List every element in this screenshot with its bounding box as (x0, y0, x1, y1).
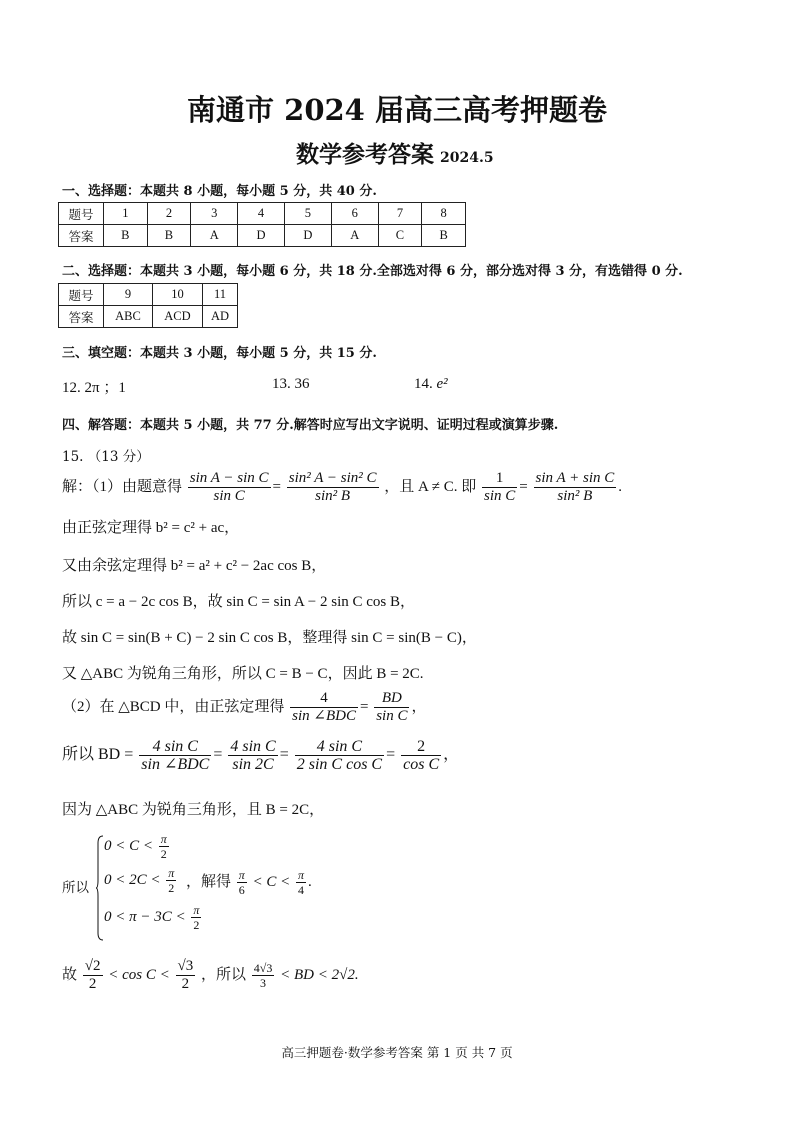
section2-heading: 二、选择题：本题共 3 小题，每小题 6 分，共 18 分.全部选对得 6 分，部分选对得 3 分，有选错得 0 分. (62, 264, 683, 279)
fraction (290, 690, 358, 725)
denominator: 2 sin C cos C (296, 756, 383, 773)
question-15-label: 15. （13 分） (62, 449, 150, 465)
denominator: 4 (298, 883, 305, 897)
numerator: 4 (290, 690, 358, 708)
table-cell: 1 (104, 203, 148, 225)
section1-heading: 一、选择题：本题共 8 小题，每小题 5 分，共 40 分. (62, 184, 377, 199)
fraction (287, 470, 379, 505)
table-cell: A (331, 225, 378, 247)
fraction (237, 868, 247, 897)
system-prefix: 所以 (62, 880, 89, 896)
row-label: 答案 (59, 306, 104, 328)
denominator: sin ∠BDC (292, 708, 356, 724)
numerator: 1 (482, 470, 517, 488)
solution-line-3: 又由余弦定理得 b² = a² + c² − 2ac cos B， (62, 558, 327, 574)
text: 解：（1）由题意得 (62, 478, 183, 495)
numerator: 4 sin C (139, 738, 211, 756)
solution-line-1: 解：（1）由题意得 $\frac{\text{sin A − sin C}}{\text{sin C}}$ = $\frac{\text{sin² A − sin² C}}{\text{sin² B}}$ ，且 A ≠ C. 即 $\frac{1}{\text{sin C}}$ = $\frac{\text{sin A + sin C}}{\text{sin² B}}$ . (62, 470, 623, 504)
fraction (374, 690, 409, 725)
denominator: sin² B (315, 488, 351, 504)
numerator: 4 sin C (230, 738, 276, 755)
fraction (188, 470, 271, 505)
table-cell: B (104, 225, 148, 247)
denominator: sin C (376, 708, 408, 724)
fraction (482, 470, 517, 505)
table-cell: 10 (152, 284, 202, 306)
denominator: 2 (193, 918, 200, 932)
numerator: 2 (401, 738, 441, 756)
subtitle-text: 数学参考答案 (296, 141, 434, 168)
left-brace-icon (96, 835, 104, 941)
numerator: π (160, 832, 167, 846)
text: < cos C < (108, 966, 170, 983)
denominator: 2 (160, 847, 167, 861)
table-cell: ACD (152, 306, 202, 328)
denominator: 2 (168, 881, 175, 895)
table-cell: 3 (191, 203, 238, 225)
table-row (59, 306, 238, 328)
text: ，所以 (200, 966, 246, 983)
fraction (166, 866, 176, 895)
numerator: √3 (177, 958, 194, 974)
answer-14-label: 14. (414, 376, 433, 392)
table-cell: 8 (422, 203, 466, 225)
fraction (176, 958, 196, 993)
solution-line-8: 所以 BD = $\frac{\text{4 sin C}}{\text{sin ∠BDC}}$ = $\frac{\text{4 sin C}}{\sin 2C}$ = $\frac{\text{4 sin C}}{\text{2 sin C cos C}}$ = $\frac{2}{\text{cos C}}$ ， (62, 738, 460, 773)
table-cell: A (191, 225, 238, 247)
text: 故 (62, 966, 78, 983)
table-cell: 6 (331, 203, 378, 225)
table-cell: 7 (378, 203, 422, 225)
table-row (59, 203, 466, 225)
solution-line-9: 因为 △ABC 为锐角三角形，且 B = 2C， (62, 802, 325, 818)
section1-table (58, 202, 466, 247)
numerator: π (193, 903, 200, 917)
table-row (59, 284, 238, 306)
text: 0 < 2C < (104, 871, 161, 888)
fraction (83, 958, 103, 993)
text: ，解得 (186, 873, 232, 890)
answer-14 (414, 376, 448, 393)
table-cell: B (422, 225, 466, 247)
denominator: 2 (88, 976, 97, 992)
page-footer: 高三押题卷·数学参考答案 第 1 页 共 7 页 (281, 1045, 513, 1060)
section3-heading: 三、填空题：本题共 3 小题，每小题 5 分，共 15 分. (62, 346, 377, 361)
table-cell: 11 (203, 284, 238, 306)
answer-12: 12. 2π ；1 (62, 380, 126, 396)
text: 0 < π − 3C < (104, 908, 186, 925)
table-cell: ABC (104, 306, 153, 328)
numerator: π (238, 868, 245, 882)
numerator: sin A + sin C (535, 470, 615, 486)
table-cell: 4 (238, 203, 285, 225)
numerator: sin² A − sin² C (288, 470, 377, 486)
table-cell: 5 (284, 203, 331, 225)
solution-line-2: 由正弦定理得 b² = c² + ac， (62, 520, 240, 536)
fraction (191, 903, 201, 932)
numerator: √2 (84, 958, 101, 974)
text: < BD < 2√2. (280, 966, 359, 983)
numerator: π (168, 866, 175, 880)
solution-line-4: 所以 c = a − 2c cos B，故 sin C = sin A − 2 sin C cos B， (62, 594, 416, 610)
answer-14-value: e² (436, 376, 448, 392)
denominator: sin C (213, 488, 245, 504)
denominator: cos C (403, 756, 440, 773)
numerator: 4√3 (253, 961, 273, 975)
solution-line-7: （2）在 △BCD 中，由正弦定理得 $\frac{4}{\text{sin ∠BDC}}$ = $\frac{BD}{\text{sin C}}$ ， (62, 690, 427, 724)
denominator: sin C (484, 488, 516, 504)
table-cell: 9 (104, 284, 153, 306)
fraction (534, 470, 617, 505)
table-cell: D (238, 225, 285, 247)
page-subtitle (296, 136, 494, 169)
system-line-2 (104, 866, 178, 895)
numerator: sin A − sin C (189, 470, 269, 486)
denominator: 6 (238, 883, 245, 897)
fraction (228, 738, 277, 773)
row-label: 答案 (59, 225, 104, 247)
system-result: ，解得 $\frac{\pi}{6}$ < C < $\frac{\pi}{4}$ . (186, 868, 312, 897)
table-cell: D (284, 225, 331, 247)
table-cell: B (147, 225, 191, 247)
answer-13: 13. 36 (272, 376, 310, 392)
table-row (59, 225, 466, 247)
fraction (139, 738, 211, 773)
fraction (401, 738, 441, 773)
text: < C < (252, 873, 291, 890)
row-label: 题号 (59, 284, 104, 306)
solution-line-6: 又 △ABC 为锐角三角形，所以 C = B − C，因此 B = 2C. (62, 666, 424, 682)
solution-line-10 (62, 958, 359, 993)
row-label: 题号 (59, 203, 104, 225)
text: （2）在 △BCD 中，由正弦定理得 (62, 698, 285, 715)
table-cell: C (378, 225, 422, 247)
system-line-3 (104, 903, 203, 932)
system-line-1 (104, 832, 171, 861)
section4-heading: 四、解答题：本题共 5 小题，共 77 分.解答时应写出文字说明、证明过程或演算步骤. (62, 418, 559, 433)
section2-table (58, 283, 238, 328)
table-cell: AD (203, 306, 238, 328)
text: ，且 A ≠ C. 即 (384, 478, 477, 495)
table-cell: 2 (147, 203, 191, 225)
denominator: sin 2C (232, 756, 274, 773)
denominator: sin² B (557, 488, 593, 504)
numerator: π (298, 868, 305, 882)
fraction (295, 738, 384, 773)
denominator: sin ∠BDC (141, 756, 210, 773)
fraction (296, 868, 306, 897)
subtitle-date: 2024.5 (440, 150, 494, 166)
numerator: 4 sin C (295, 738, 384, 756)
text: 0 < C < (104, 837, 153, 854)
fraction (252, 961, 275, 990)
text: 所以 BD = (62, 746, 134, 764)
numerator: BD (374, 690, 409, 708)
denominator: 3 (260, 976, 267, 990)
fraction (159, 832, 169, 861)
denominator: 2 (181, 976, 190, 992)
solution-line-5: 故 sin C = sin(B + C) − 2 sin C cos B，整理得 sin C = sin(B − C)， (62, 630, 477, 646)
page-title: 南通市 2024 届高三高考押题卷 (187, 93, 607, 127)
